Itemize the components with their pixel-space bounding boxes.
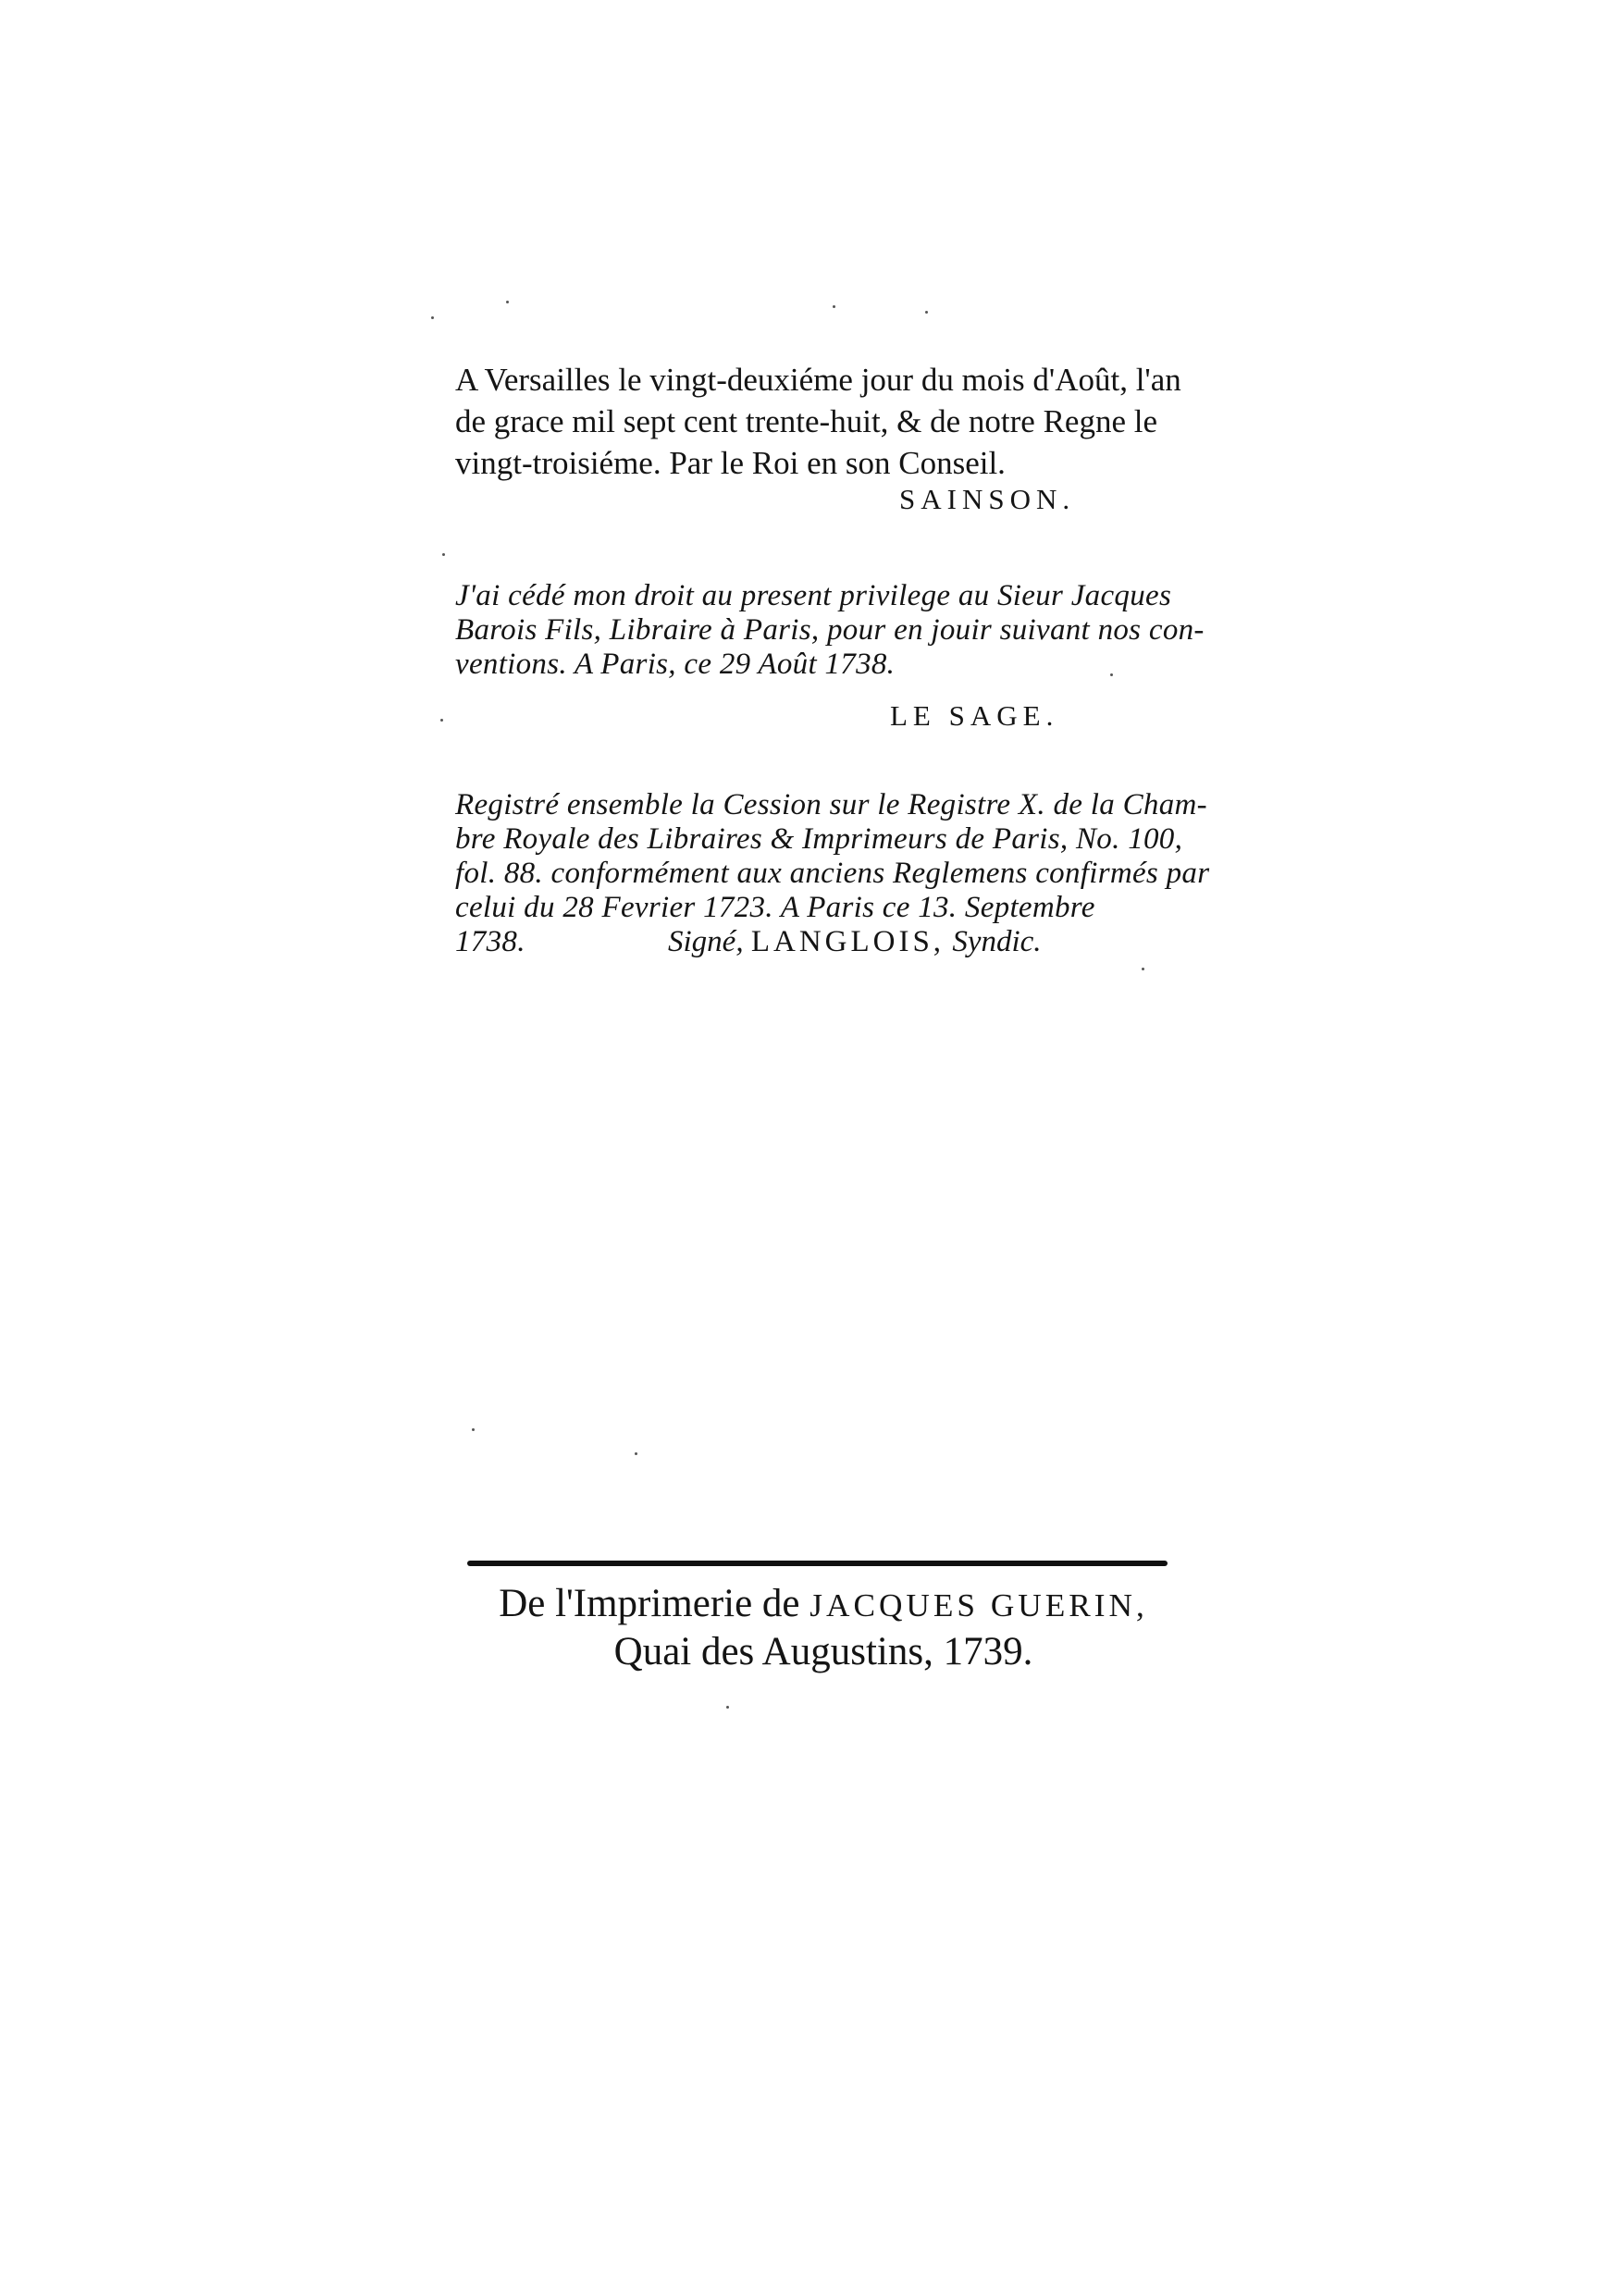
signature-sainson: SAINSON. xyxy=(899,483,1076,515)
imprint-prefix: De l'Imprimerie de xyxy=(499,1582,800,1625)
imprint-line-1 xyxy=(481,1580,1166,1630)
privilege-paragraph xyxy=(455,359,1181,484)
registration-line-5: 1738. xyxy=(455,925,525,958)
imprint-line-2: Quai des Augustins, 1739. xyxy=(613,1630,1033,1673)
registration-line-3: fol. 88. conformément aux anciens Reglemens confirmés par xyxy=(455,857,1210,890)
signature-langlois-prefix: Signé, xyxy=(668,925,744,958)
registration-line-1: Registré ensemble la Cession sur le Registre X. de la Cham- xyxy=(455,788,1207,821)
signature-langlois xyxy=(668,925,1042,959)
scan-speck xyxy=(440,719,443,722)
scan-speck xyxy=(506,301,509,303)
scan-speck xyxy=(635,1452,637,1455)
privilege-line-1: A Versailles le vingt-deuxiéme jour du mois d'Août, l'an xyxy=(455,362,1181,398)
signature-langlois-name: LANGLOIS, xyxy=(750,925,945,958)
scan-speck xyxy=(833,305,835,308)
signature-le-sage: LE SAGE. xyxy=(890,699,1059,732)
signature-langlois-title: Syndic. xyxy=(952,925,1042,958)
imprint-rule xyxy=(467,1561,1168,1566)
cession-line-2: Barois Fils, Libraire à Paris, pour en jouir suivant nos con- xyxy=(455,613,1205,647)
registration-line-2: bre Royale des Libraires & Imprimeurs de Paris, No. 100, xyxy=(455,822,1183,856)
scan-speck xyxy=(1110,673,1113,676)
cession-line-3: ventions. A Paris, ce 29 Août 1738. xyxy=(455,648,896,681)
scan-speck xyxy=(442,553,445,556)
registration-line-4: celui du 28 Fevrier 1723. A Paris ce 13. Septembre xyxy=(455,891,1095,924)
privilege-line-3: vingt-troisiéme. Par le Roi en son Conseil. xyxy=(455,445,1006,481)
scan-speck xyxy=(1142,968,1144,970)
imprint-printer-name: JACQUES GUERIN, xyxy=(810,1587,1148,1623)
scan-speck xyxy=(925,311,928,314)
scan-speck xyxy=(726,1706,729,1709)
cession-paragraph xyxy=(455,579,1205,682)
scan-speck xyxy=(431,316,434,319)
cession-line-1: J'ai cédé mon droit au present privilege au Sieur Jacques xyxy=(455,579,1172,612)
scan-speck xyxy=(472,1428,475,1431)
privilege-line-2: de grace mil sept cent trente-huit, & de notre Regne le xyxy=(455,403,1158,439)
